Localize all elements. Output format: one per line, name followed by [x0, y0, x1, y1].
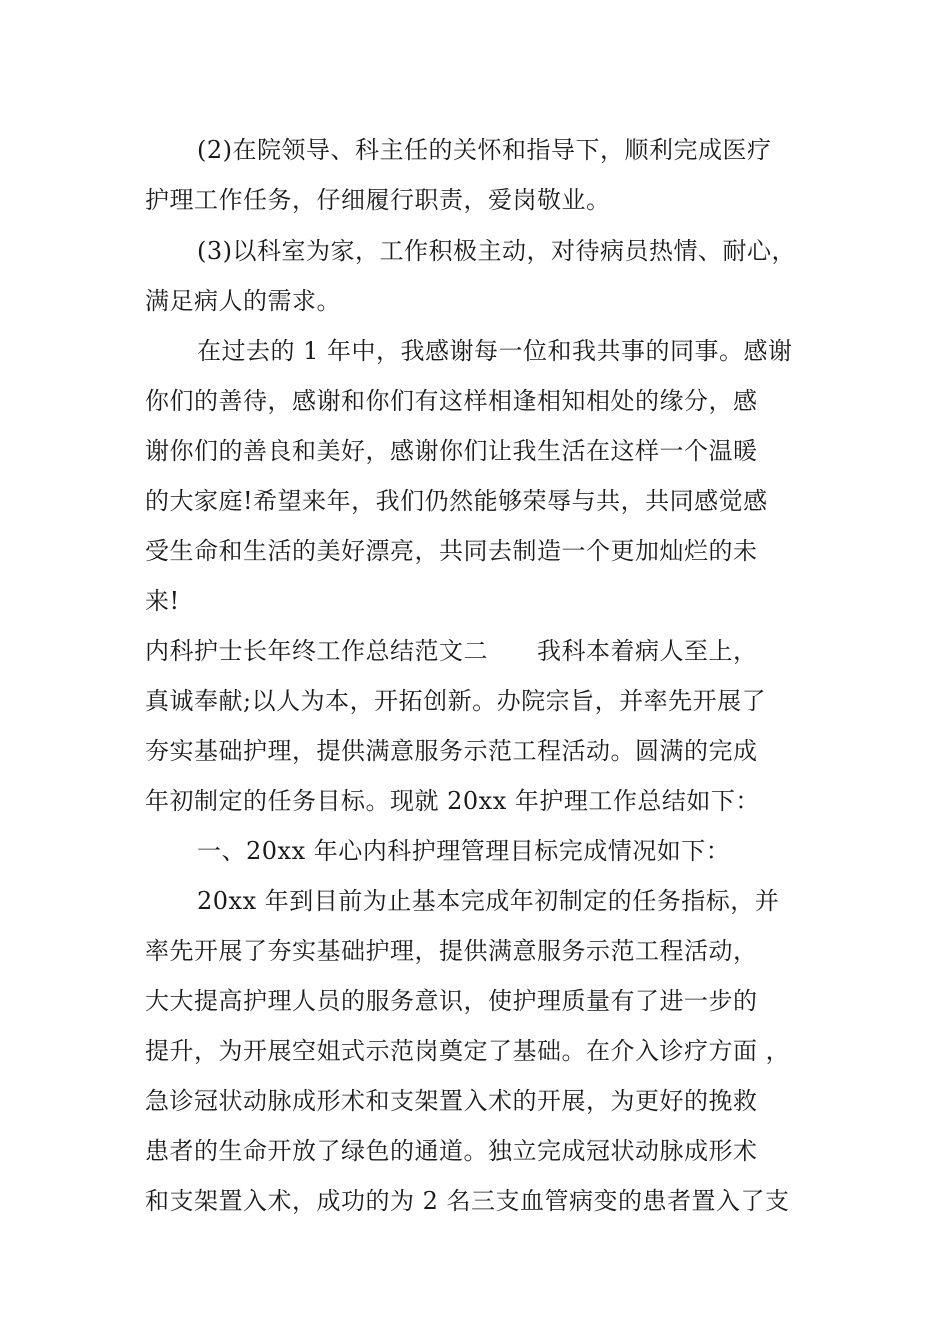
- text-line: 的大家庭!希望来年，我们仍然能够荣辱与共，共同感觉感: [145, 487, 768, 515]
- text-line: 率先开展了夯实基础护理，提供满意服务示范工程活动，: [145, 937, 758, 965]
- text-line: 急诊冠状动脉成形术和支架置入术的开展，为更好的挽救: [145, 1087, 758, 1115]
- text-line: 真诚奉献;以人为本，开拓创新。办院宗旨，并率先开展了: [145, 687, 767, 715]
- text-line: (2)在院领导、科主任的关怀和指导下，顺利完成医疗: [197, 136, 772, 164]
- text-line: 和支架置入术，成功的为 2 名三支血管病变的患者置入了支: [145, 1187, 790, 1215]
- text-line: 你们的善待，感谢和你们有这样相逢相知相处的缘分，感: [145, 387, 758, 415]
- text-line: 在过去的 1 年中，我感谢每一位和我共事的同事。感谢: [197, 337, 793, 365]
- text-line: 护理工作任务，仔细履行职责，爱岗敬业。: [145, 186, 611, 214]
- text-line: 年初制定的任务目标。现就 20xx 年护理工作总结如下：: [145, 787, 760, 815]
- text-line: 满足病人的需求。: [145, 287, 341, 315]
- text-line: 一、20xx 年心内科护理管理目标完成情况如下：: [197, 837, 731, 865]
- text-line: 夯实基础护理，提供满意服务示范工程活动。圆满的完成: [145, 737, 758, 765]
- text-line: 来!: [145, 587, 180, 615]
- text-line: 提升，为开展空姐式示范岗奠定了基础。在介入诊疗方面 ，: [145, 1037, 791, 1065]
- text-line: 20xx 年到目前为止基本完成年初制定的任务指标，并: [197, 887, 780, 915]
- text-line: 受生命和生活的美好漂亮，共同去制造一个更加灿烂的未: [145, 537, 758, 565]
- text-line: 大大提高护理人员的服务意识，使护理质量有了进一步的: [145, 987, 758, 1015]
- text-line: 患者的生命开放了绿色的通道。独立完成冠状动脉成形术: [145, 1137, 758, 1165]
- text-line: 谢你们的善良和美好，感谢你们让我生活在这样一个温暖: [145, 437, 758, 465]
- section-heading-line: 内科护士长年终工作总结范文二 我科本着病人至上，: [145, 637, 758, 665]
- text-line: (3)以科室为家，工作积极主动，对待病员热情、耐心，: [197, 237, 796, 265]
